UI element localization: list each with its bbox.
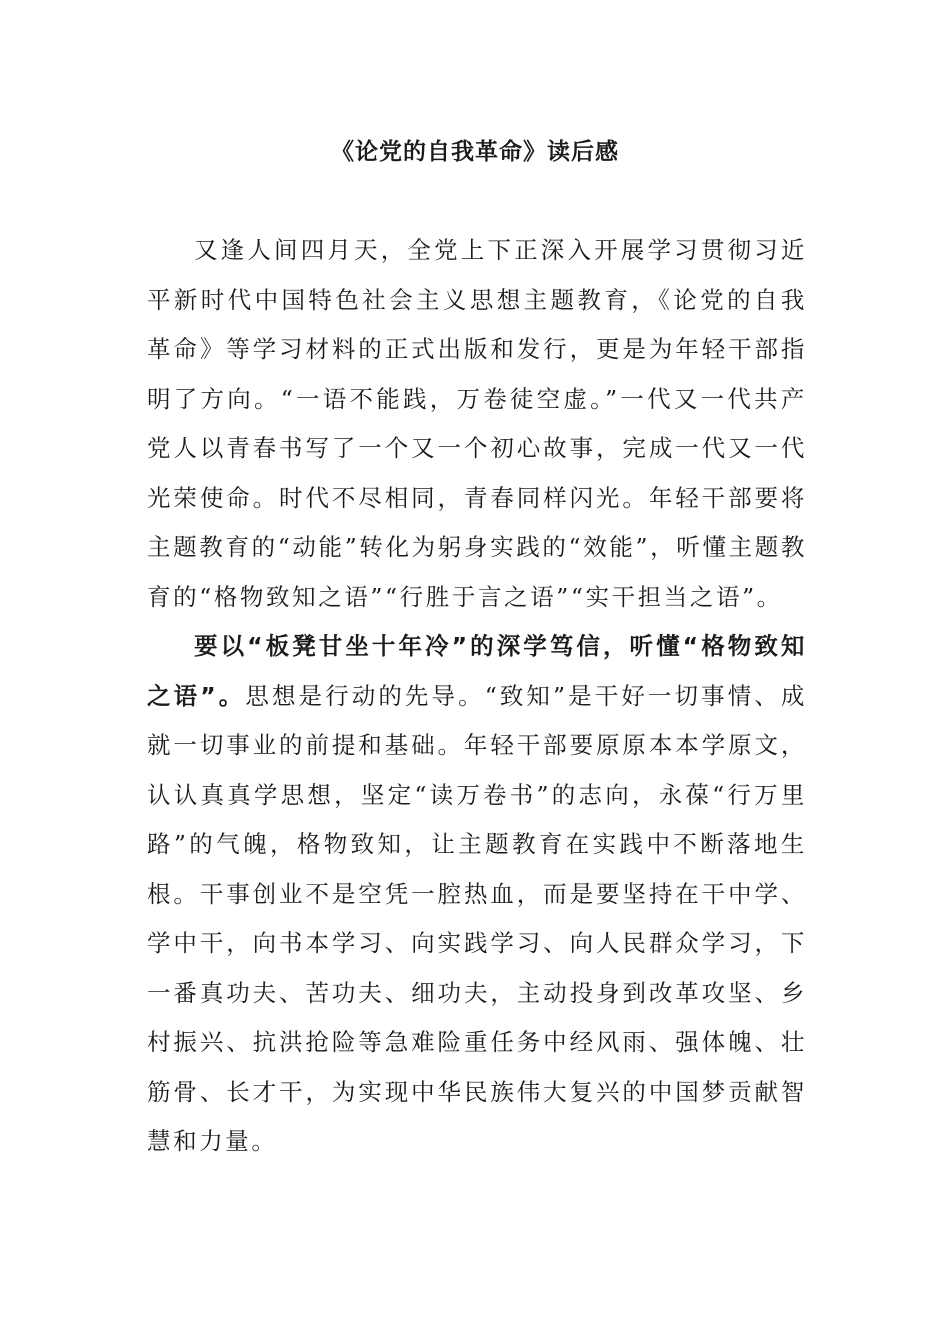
paragraph-intro: [147, 226, 807, 622]
paragraph-lead: 要以“板凳甘坐十年冷”的深学笃信，听懂“格物致知之语”。: [147, 632, 807, 710]
document-body: [147, 226, 807, 1167]
paragraph-text: 思想是行动的先导。“致知”是干好一切事情、成就一切事业的前提和基础。年轻干部要原原本本学原文，认认真真学思想，坚定“读万卷书”的志向，永葆“行万里路”的气魄，格物致知，让主题教育在实践中不断落地生根。干事创业不是空凭一腔热血，而是要坚持在干中学、学中干，向书本学习、向实践学习、向人民群众学习，下一番真功夫、苦功夫、细功夫，主动投身到改革攻坚、乡村振兴、抗洪抢险等急难险重任务中经风雨、强体魄、壮筋骨、长才干，为实现中华民族伟大复兴的中国梦贡献智慧和力量。: [147, 681, 807, 1155]
paragraph-section-1: [147, 622, 807, 1167]
paragraph-text: 又逢人间四月天，全党上下正深入开展学习贯彻习近平新时代中国特色社会主义思想主题教育，《论党的自我革命》等学习材料的正式出版和发行，更是为年轻干部指明了方向。“一语不能践，万卷徒空虚。”一代又一代共产党人以青春书写了一个又一个初心故事，完成一代又一代光荣使命。时代不尽相同，青春同样闪光。年轻干部要将主题教育的“动能”转化为躬身实践的“效能”，听懂主题教育的“格物致知之语”“行胜于言之语”“实干担当之语”。: [147, 236, 807, 611]
document-title: 《论党的自我革命》读后感: [331, 139, 619, 165]
